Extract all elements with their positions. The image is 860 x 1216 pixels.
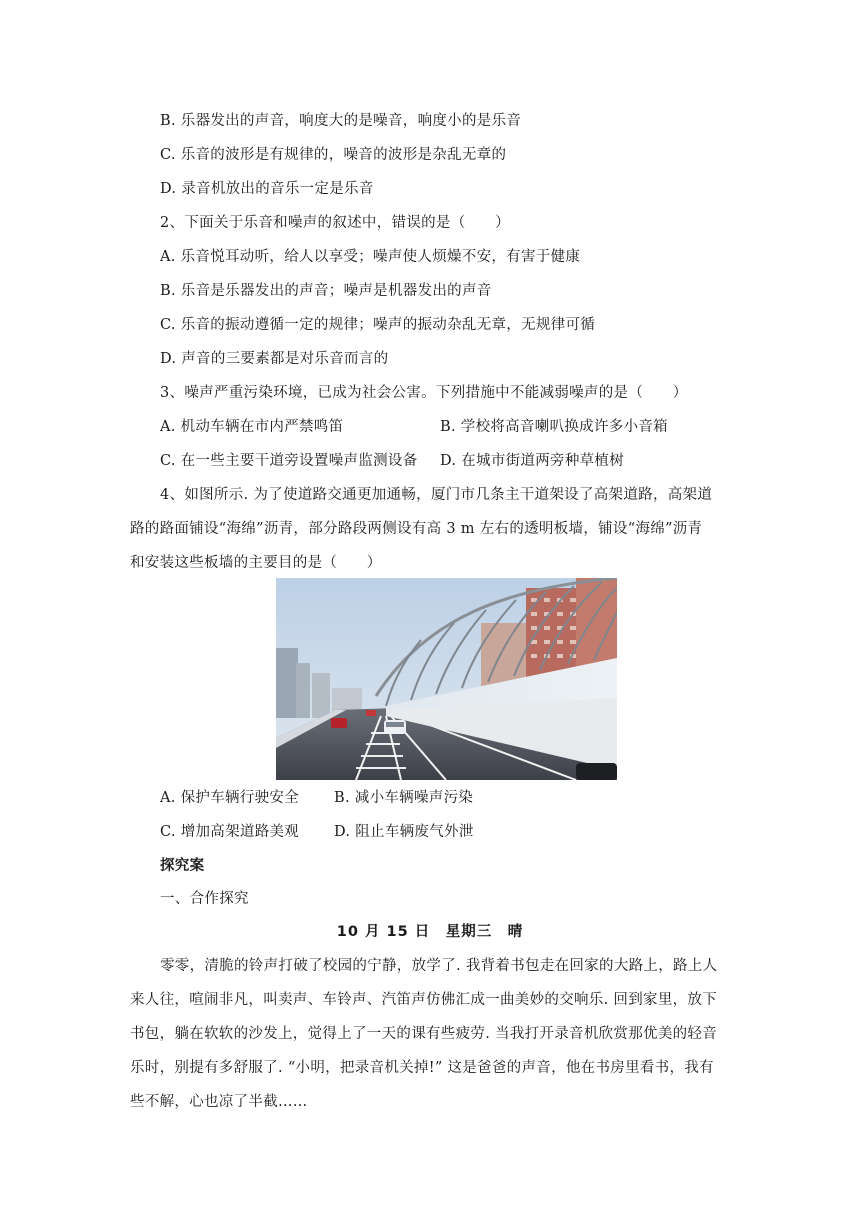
section-subtitle: 一、合作探究 [160, 891, 249, 907]
q2-stem: 2、下面关于乐音和噪声的叙述中，错误的是（ ） [160, 215, 510, 231]
diary-line-4: 乐时，别提有多舒服了. “小明，把录音机关掉!” 这是爸爸的声音，他在书房里看书，我有 [130, 1060, 714, 1076]
q3-option-c: C. 在一些主要干道旁设置噪声监测设备 [160, 453, 418, 469]
diary-line-5: 些不解，心也凉了半截…… [130, 1094, 308, 1110]
q3-option-d: D. 在城市街道两旁种草植树 [440, 453, 625, 469]
diary-line-2: 来人往，喧闹非凡，叫卖声、车铃声、汽笛声仿佛汇成一曲美妙的交响乐. 回到家里，放下 [130, 992, 718, 1008]
diary-line-1: 零零，清脆的铃声打破了校园的宁静，放学了. 我背着书包走在回家的大路上，路上人 [160, 958, 718, 974]
q4-option-c: C. 增加高架道路美观 [160, 824, 300, 840]
q1-option-d: D. 录音机放出的音乐一定是乐音 [160, 181, 374, 197]
q2-option-b: B. 乐音是乐器发出的声音；噪声是机器发出的声音 [160, 283, 492, 299]
diary-line-3: 书包，躺在软软的沙发上，觉得上了一天的课有些疲劳. 当我打开录音机欣赏那优美的轻音 [130, 1026, 718, 1042]
elevated-road-photo [276, 578, 617, 780]
q3-option-a: A. 机动车辆在市内严禁鸣笛 [160, 419, 344, 435]
q4-stem-line2: 路的路面铺设“海绵”沥青，部分路段两侧设有高 3 m 左右的透明板墙，铺设“海绵”沥青 [130, 521, 703, 537]
q1-option-c: C. 乐音的波形是有规律的，噪音的波形是杂乱无章的 [160, 147, 507, 163]
section-title: 探究案 [160, 858, 205, 874]
q3-stem: 3、噪声严重污染环境，已成为社会公害。下列措施中不能减弱噪声的是（ ） [160, 385, 688, 401]
q4-option-b: B. 减小车辆噪声污染 [334, 790, 474, 806]
q2-option-a: A. 乐音悦耳动听，给人以享受；噪声使人烦燥不安，有害于健康 [160, 249, 581, 265]
diary-heading: 10 月 15 日 星期三 晴 [336, 924, 524, 940]
q2-option-d: D. 声音的三要素都是对乐音而言的 [160, 351, 389, 367]
q4-option-a: A. 保护车辆行驶安全 [160, 790, 299, 806]
q4-stem-line1: 4、如图所示. 为了使道路交通更加通畅，厦门市几条主干道架设了高架道路，高架道 [160, 487, 713, 503]
q1-option-b: B. 乐器发出的声音，响度大的是噪音，响度小的是乐音 [160, 113, 522, 129]
q4-option-d: D. 阻止车辆废气外泄 [334, 824, 474, 840]
q3-option-b: B. 学校将高音喇叭换成许多小音箱 [440, 419, 668, 435]
q4-stem-line3: 和安装这些板墙的主要目的是（ ） [130, 555, 382, 571]
q2-option-c: C. 乐音的振动遵循一定的规律；噪声的振动杂乱无章，无规律可循 [160, 317, 596, 333]
